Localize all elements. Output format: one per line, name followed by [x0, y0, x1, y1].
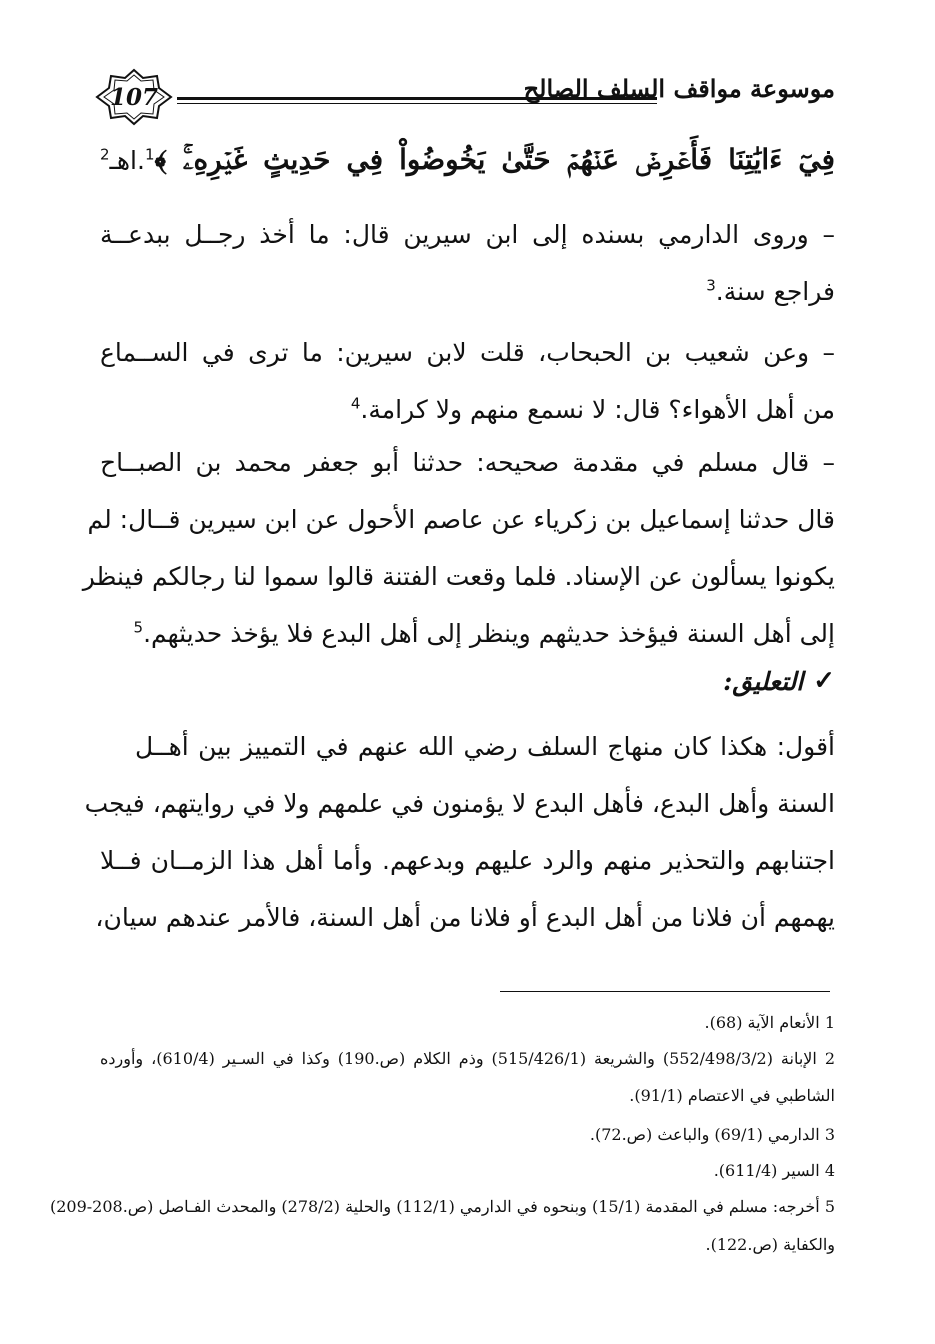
footnote: 1 الأنعام الآية (68).: [704, 1013, 835, 1032]
commentary-heading: [723, 666, 835, 696]
footnote: 5 أخرجه: مسلم في المقدمة (15/1) وبنحوه في الدارمي (112/1) والحلية (278/2) والمحدث الفـاصل (ص.208-209): [49, 1197, 835, 1216]
paragraph-line: قال حدثنا إسماعيل بن زكرياء عن عاصم الأحول عن ابن سيرين قــال: لم: [87, 505, 835, 534]
star-frame-icon: [95, 68, 173, 126]
footnote-ref: 2: [100, 145, 110, 164]
commentary-heading-text: التعليق:: [723, 666, 804, 696]
paragraph-line: يكونوا يسألون عن الإسناد. فلما وقعت الفتنة قالوا سموا لنا رجالكم فينظر: [82, 562, 835, 591]
paragraph-line: – قال مسلم في مقدمة صحيحه: حدثنا أبو جعفر محمد بن الصبــاح: [100, 448, 835, 477]
paragraph-line: [100, 390, 835, 430]
commentary-line: اجتنابهم والتحذير منهم والرد عليهم وبدعهم. وأما أهل هذا الزمــان فــلا: [100, 846, 835, 875]
footnote-separator: [500, 991, 830, 992]
footnote: 4 السير (611/4).: [713, 1161, 835, 1180]
quote-end: .اهـ: [109, 146, 145, 175]
commentary-line: السنة وأهل البدع، فأهل البدع لا يؤمنون في علمهم ولا في روايتهم، فيجب: [84, 789, 835, 818]
commentary-line: أقول: هكذا كان منهاج السلف رضي الله عنهم في التمييز بين أهــل: [135, 732, 835, 761]
page-header: [95, 68, 835, 130]
paragraph-text: إلى أهل السنة فيؤخذ حديثهم وينظر إلى أهل البدع فلا يؤخذ حديثهم.: [143, 619, 835, 648]
paragraph-text: من أهل الأهواء؟ قال: لا نسمع منهم ولا كرامة.: [360, 395, 835, 424]
quran-verse: فِيٓ ءَايَٰتِنَا فَأَعۡرِضۡ عَنۡهُمۡ حَتَّىٰ يَخُوضُواْ فِي حَدِيثٍ غَيۡرِهِۦۚ ﴾: [154, 143, 835, 176]
paragraph-line: – وعن شعيب بن الحبحاب، قلت لابن سيرين: ما ترى في الســماع: [100, 338, 835, 367]
check-icon: ✓: [813, 666, 835, 696]
paragraph-line: – وروى الدارمي بسنده إلى ابن سيرين قال: ما أخذ رجــل ببدعــة: [100, 220, 835, 249]
page-number: 107: [109, 83, 158, 111]
paragraph-line: [100, 614, 835, 654]
paragraph-text: فراجع سنة.: [715, 277, 835, 306]
book-title: موسوعة مواقف السلف الصالح: [523, 74, 835, 103]
footnote-ref: 4: [350, 394, 361, 413]
footnote-ref: 1: [144, 145, 155, 164]
footnote-ref: 5: [133, 618, 144, 637]
footnote-ref: 3: [706, 276, 716, 295]
footnote: 2 الإبانة (552/498/3/2) والشريعة (515/426/1) وذم الكلام (ص.190) وكذا في السـير (610/4)، وأورده: [100, 1049, 836, 1068]
paragraph-line: [100, 272, 835, 312]
quran-line: [100, 140, 835, 181]
commentary-line: يهمهم أن فلانا من أهل البدع أو فلانا من أهل السنة، فالأمر عندهم سيان،: [95, 903, 835, 932]
footnote-continuation: الشاطبي في الاعتصام (91/1).: [629, 1086, 835, 1105]
footnote-continuation: والكفاية (ص.122).: [705, 1235, 835, 1254]
header-rule-thin: [177, 103, 657, 104]
footnote: 3 الدارمي (69/1) والباعث (ص.72).: [589, 1125, 835, 1144]
